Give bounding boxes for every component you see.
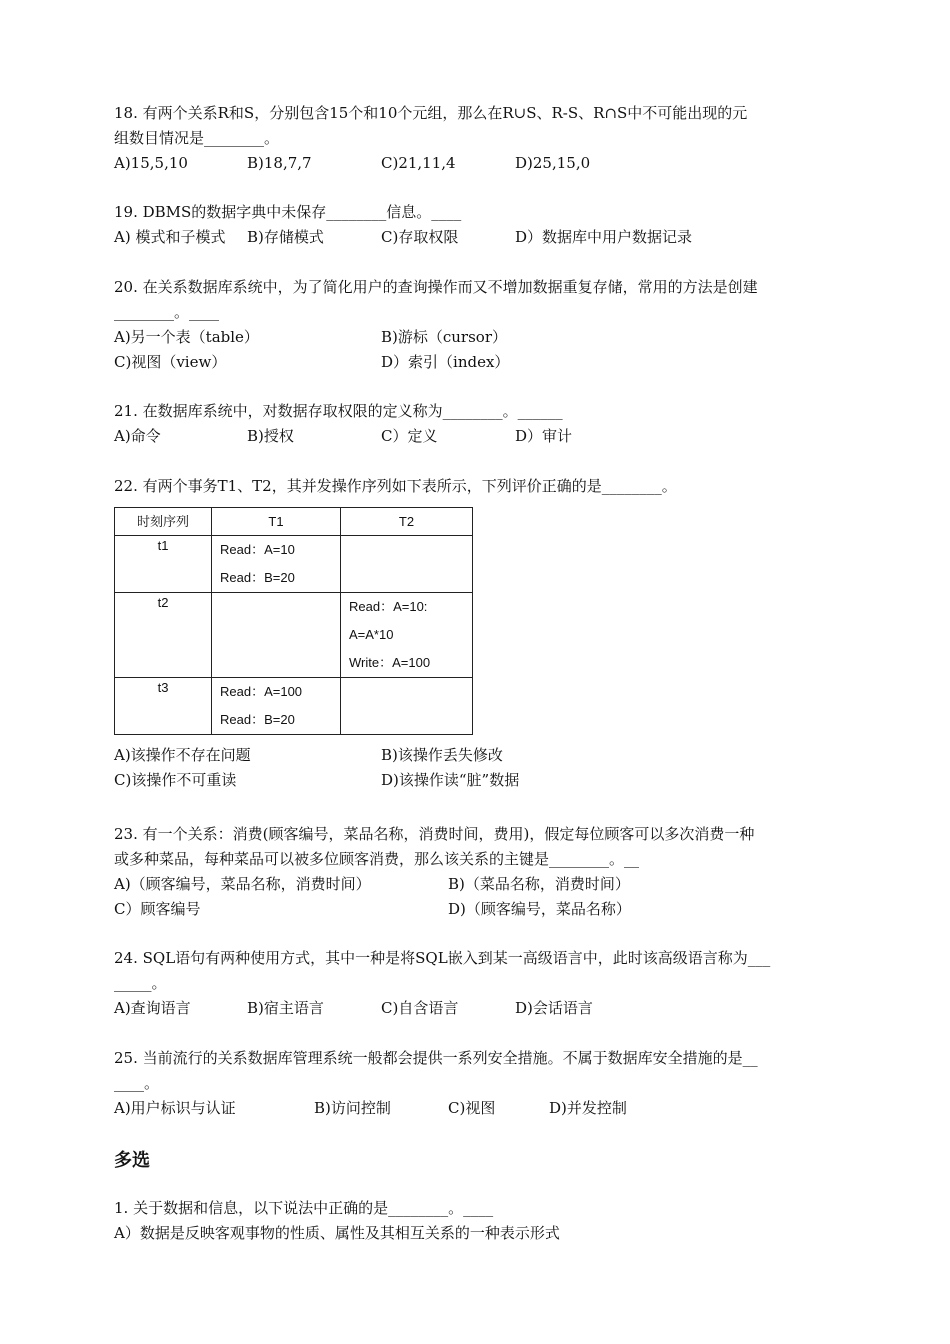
option-d: D）数据库中用户数据记录 <box>515 228 693 246</box>
question-25 <box>114 1046 838 1121</box>
question-text: 25. 当前流行的关系数据库管理系统一般都会提供一系列安全措施。不属于数据库安全措施的是__ <box>114 1049 758 1067</box>
option-d: D)25,15,0 <box>515 154 591 172</box>
option-d: D)该操作读“脏”数据 <box>381 771 520 789</box>
t2-cell <box>341 536 473 593</box>
table-header: T2 <box>341 508 473 536</box>
table-header-row <box>115 508 473 536</box>
option-a: A) 模式和子模式 <box>114 228 226 246</box>
option-row <box>114 768 838 793</box>
option-b: B)18,7,7 <box>247 154 312 172</box>
option-a: A)该操作不存在问题 <box>114 746 251 764</box>
option-c: C)21,11,4 <box>381 154 456 172</box>
option-row <box>114 996 838 1021</box>
table-row <box>115 593 473 678</box>
question-text: 22. 有两个事务T1、T2，其并发操作序列如下表所示，下列评价正确的是________。 <box>114 477 677 495</box>
option-c: C)视图（view） <box>114 353 227 371</box>
operation: Read：A=100 <box>220 684 303 699</box>
option-a: A)（顾客编号，菜品名称，消费时间） <box>114 875 371 893</box>
option-b: B)授权 <box>247 427 294 445</box>
operation: Read：B=20 <box>220 570 295 585</box>
option-row <box>114 872 838 897</box>
question-21 <box>114 399 838 449</box>
section-title: 多选 <box>114 1150 150 1171</box>
option-b: B)游标（cursor） <box>381 328 508 346</box>
time-cell: t3 <box>115 678 212 735</box>
question-20 <box>114 275 838 375</box>
option-a: A)15,5,10 <box>114 154 188 172</box>
question-18 <box>114 101 838 176</box>
operation: Read：A=10: <box>349 599 428 614</box>
question-22 <box>114 474 838 793</box>
option-a: A)用户标识与认证 <box>114 1099 236 1117</box>
operation: Write：A=100 <box>349 655 431 670</box>
question-text: 21. 在数据库系统中，对数据存取权限的定义称为________。______ <box>114 402 563 420</box>
option-d: D)（顾客编号，菜品名称） <box>448 900 631 918</box>
table-header: 时刻序列 <box>115 508 212 536</box>
operation: A=A*10 <box>349 627 394 642</box>
question-text: 20. 在关系数据库系统中，为了简化用户的查询操作而又不增加数据重复存储，常用的方法是创建 <box>114 278 758 296</box>
question-text: ____。 <box>114 1074 160 1092</box>
option-row <box>114 151 838 176</box>
question-text: 或多种菜品，每种菜品可以被多位顾客消费，那么该关系的主键是________。__ <box>114 850 640 868</box>
time-cell: t2 <box>115 593 212 678</box>
question-text: _____。 <box>114 974 167 992</box>
option-b: B)存储模式 <box>247 228 324 246</box>
option-c: C）定义 <box>381 427 438 445</box>
option-row <box>114 1096 838 1121</box>
time-cell: t1 <box>115 536 212 593</box>
option-d: D）审计 <box>515 427 573 445</box>
option-c: C）顾客编号 <box>114 900 201 918</box>
table-row <box>115 678 473 735</box>
option-row <box>114 743 838 768</box>
option-a: A）数据是反映客观事物的性质、属性及其相互关系的一种表示形式 <box>114 1224 560 1242</box>
question-24 <box>114 946 838 1021</box>
operation: Read：B=20 <box>220 712 295 727</box>
question-text: ________。____ <box>114 303 220 321</box>
option-a: A)另一个表（table） <box>114 328 259 346</box>
option-row <box>114 897 838 922</box>
question-19 <box>114 200 838 250</box>
option-b: B)（菜品名称，消费时间） <box>448 875 630 893</box>
option-a: A)查询语言 <box>114 999 191 1017</box>
question-text: 18. 有两个关系R和S，分别包含15个和10个元组，那么在R∪S、R-S、R∩S中不可能出现的元 <box>114 104 748 122</box>
option-d: D)会话语言 <box>515 999 593 1017</box>
option-row <box>114 424 838 449</box>
transaction-table <box>114 507 473 735</box>
table-row <box>115 536 473 593</box>
option-d: D)并发控制 <box>549 1099 627 1117</box>
option-a: A)命令 <box>114 427 161 445</box>
question-text: 24. SQL语句有两种使用方式，其中一种是将SQL嵌入到某一高级语言中，此时该高级语言称为___ <box>114 949 771 967</box>
option-row <box>114 225 838 250</box>
table-header: T1 <box>212 508 341 536</box>
option-b: B)宿主语言 <box>247 999 324 1017</box>
option-row <box>114 1221 838 1246</box>
option-row <box>114 325 838 350</box>
option-c: C)视图 <box>448 1099 496 1117</box>
question-23 <box>114 822 838 922</box>
option-c: C)自含语言 <box>381 999 459 1017</box>
option-b: B)该操作丢失修改 <box>381 746 503 764</box>
t1-cell <box>212 536 341 593</box>
t1-cell <box>212 678 341 735</box>
option-d: D）索引（index） <box>381 353 510 371</box>
question-text: 1. 关于数据和信息，以下说法中正确的是________。____ <box>114 1199 494 1217</box>
option-c: C)存取权限 <box>381 228 459 246</box>
question-text: 23. 有一个关系：消费(顾客编号，菜品名称，消费时间，费用)，假定每位顾客可以多次消费一种 <box>114 825 755 843</box>
t2-cell <box>341 678 473 735</box>
option-b: B)访问控制 <box>314 1099 391 1117</box>
option-c: C)该操作不可重读 <box>114 771 237 789</box>
multi-question-1 <box>114 1196 838 1246</box>
option-row <box>114 350 838 375</box>
question-text: 组数目情况是________。 <box>114 129 280 147</box>
t2-cell <box>341 593 473 678</box>
question-text: 19. DBMS的数据字典中未保存________信息。____ <box>114 203 462 221</box>
t1-cell <box>212 593 341 678</box>
operation: Read：A=10 <box>220 542 295 557</box>
